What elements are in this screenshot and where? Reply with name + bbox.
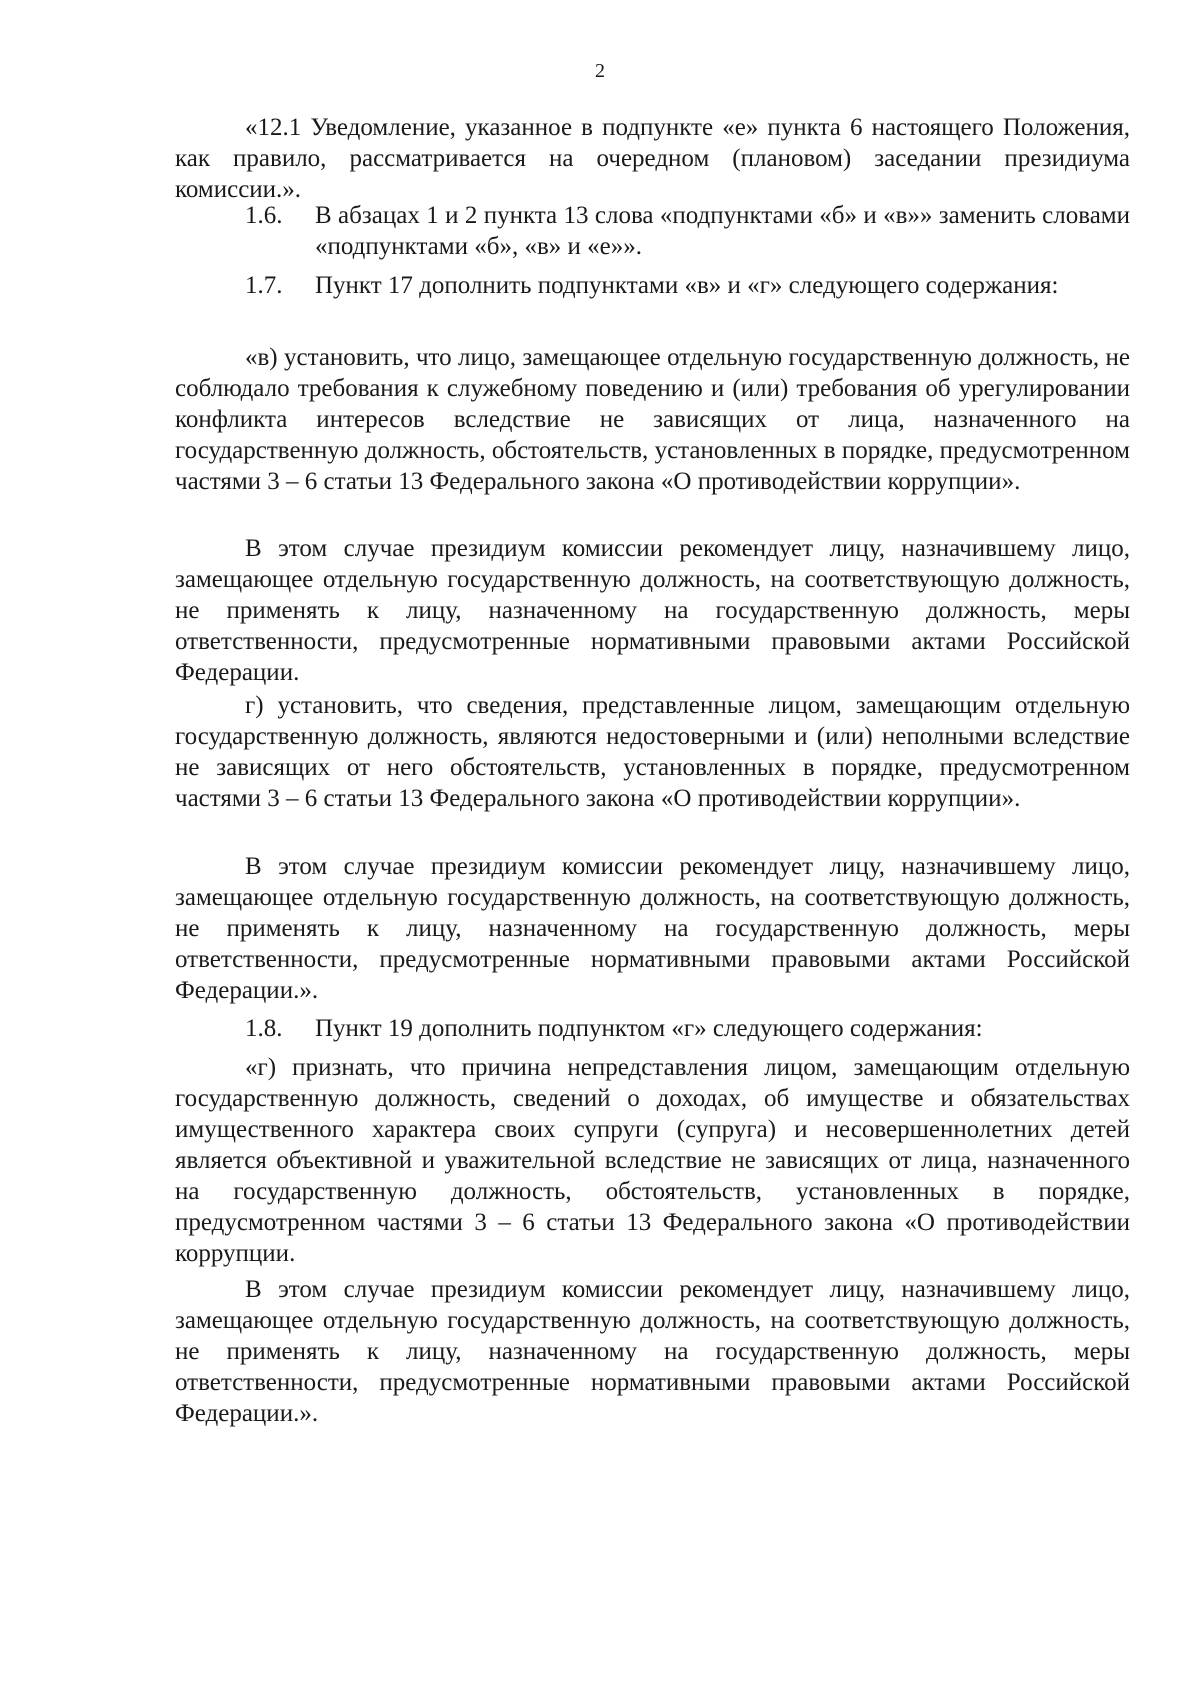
page-number: 2	[595, 60, 605, 82]
paragraph-recommendation-1: В этом случае президиум комиссии рекомендует лицу, назначившему лицо, замещающее отдельную государственную должность, на соответствующую должность, не применять к лицу, назначенному на государственную должность, меры ответственности, предусмотренные нормативными правовыми актами Российской Федерации.	[175, 535, 1130, 686]
item-number: 1.7.	[245, 272, 283, 299]
item-number: 1.6.	[245, 202, 283, 229]
paragraph-subitem-v: «в) установить, что лицо, замещающее отдельную государственную должность, не соблюдало требования к служебному поведению и (или) требования об урегулировании конфликта интересов вследствие не зависящих от лица, назначенного на государственную должность, обстоятельств, установленных в порядке, предусмотренном частями 3 – 6 статьи 13 Федерального закона «О противодействии коррупции».	[175, 344, 1130, 495]
paragraph-12-1: «12.1 Уведомление, указанное в подпункте «е» пункта 6 настоящего Положения, как правило, рассматривается на очередном (плановом) заседании президиума комиссии.».	[175, 114, 1130, 203]
paragraph-recommendation-2: В этом случае президиум комиссии рекомендует лицу, назначившему лицо, замещающее отдельную государственную должность, на соответствующую должность, не применять к лицу, назначенному на государственную должность, меры ответственности, предусмотренные нормативными правовыми актами Российской Федерации.».	[175, 853, 1130, 1004]
item-text: В абзацах 1 и 2 пункта 13 слова «подпунктами «б» и «в»» заменить словами «подпунктами «б», «в» и «е»».	[315, 202, 1130, 260]
item-1-8	[245, 1013, 1130, 1044]
item-1-6	[245, 200, 1130, 262]
paragraph-item-19-g: «г) признать, что причина непредставления лицом, замещающим отдельную государственную должность, сведений о доходах, об имуществе и обязательствах имущественного характера своих супруги (супруга) и несовершеннолетних детей является объективной и уважительной вследствие не зависящих от лица, назначенного на государственную должность, обстоятельств, установленных в порядке, предусмотренном частями 3 – 6 статьи 13 Федерального закона «О противодействии коррупции.	[175, 1054, 1130, 1267]
item-text: Пункт 17 дополнить подпунктами «в» и «г» следующего содержания:	[315, 272, 1059, 299]
paragraph-recommendation-3: В этом случае президиум комиссии рекомендует лицу, назначившему лицо, замещающее отдельную государственную должность, на соответствующую должность, не применять к лицу, назначенному на государственную должность, меры ответственности, предусмотренные нормативными правовыми актами Российской Федерации.».	[175, 1276, 1130, 1427]
paragraph-subitem-g: г) установить, что сведения, представленные лицом, замещающим отдельную государственную должность, являются недостоверными и (или) неполными вследствие не зависящих от него обстоятельств, установленных в порядке, предусмотренном частями 3 – 6 статьи 13 Федерального закона «О противодействии коррупции».	[175, 692, 1130, 812]
item-number: 1.8.	[245, 1015, 283, 1042]
item-1-7	[245, 270, 1130, 301]
item-text: Пункт 19 дополнить подпунктом «г» следующего содержания:	[315, 1015, 983, 1042]
